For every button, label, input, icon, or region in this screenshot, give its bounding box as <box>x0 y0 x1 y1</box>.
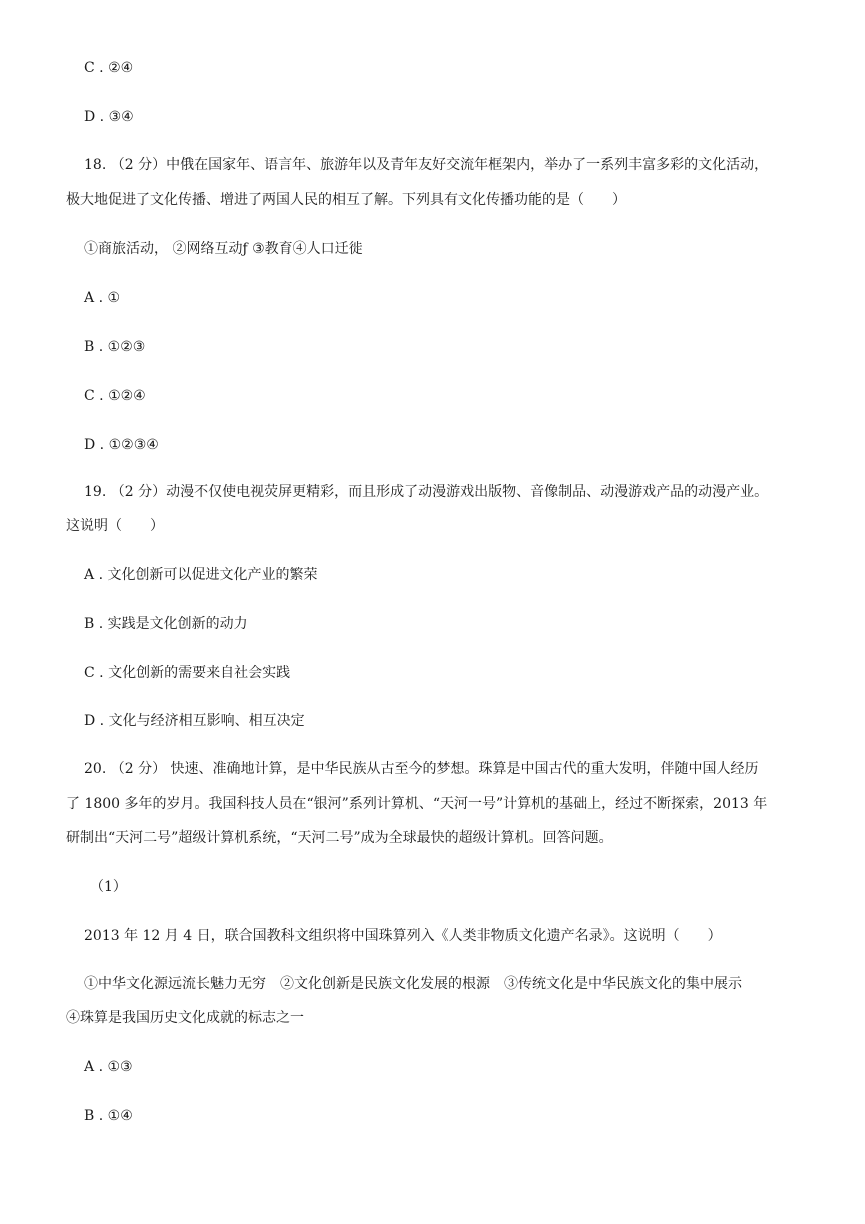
option-text: 文化创新的需要来自社会实践 <box>108 665 291 681</box>
option-d: D . ③④ <box>84 109 134 125</box>
q18-statements: ①商旅活动， ②网络互动ƒ ③教育④人口迁徙 <box>84 241 363 257</box>
q18-option-b: B . ①②③ <box>84 339 146 355</box>
option-text: ① <box>107 290 121 306</box>
option-text: ①②④ <box>108 388 146 404</box>
option-text: ①④ <box>107 1108 133 1124</box>
q20-stem-line1: 20. （2 分） 快速、准确地计算，是中华民族从古至今的梦想。珠算是中国古代的重大发明，伴随中国人经历 <box>84 761 759 777</box>
q20-sub1-statements-line2: ④珠算是我国历史文化成就的标志之一 <box>66 1010 304 1026</box>
q18-option-a: A . ① <box>84 290 121 306</box>
option-label: C <box>84 60 95 76</box>
q19-stem-line1: 19. （2 分）动漫不仅使电视荧屏更精彩，而且形成了动漫游戏出版物、音像制品、动漫游戏产品的动漫产业。 <box>84 484 769 500</box>
option-label: C <box>84 665 95 681</box>
q20-sub1-number: （1） <box>90 879 127 895</box>
q19-stem-line2: 这说明（ ） <box>66 518 164 534</box>
option-label: B <box>84 1108 95 1124</box>
option-text: ②④ <box>108 60 134 76</box>
option-label: A <box>84 1059 95 1075</box>
option-label: D <box>84 109 96 125</box>
q20-sub1-statements-line1: ①中华文化源远流长魅力无穷 ②文化创新是民族文化发展的根源 ③传统文化是中华民族文化的集中展示 <box>84 976 742 992</box>
option-text: 实践是文化创新的动力 <box>107 616 248 632</box>
q18-stem-line1: 18. （2 分）中俄在国家年、语言年、旅游年以及青年友好交流年框架内，举办了一系列丰富多彩的文化活动， <box>84 157 769 173</box>
q19-option-a: A . 文化创新可以促进文化产业的繁荣 <box>84 567 318 583</box>
q20-option-b: B . ①④ <box>84 1108 133 1124</box>
q18-stem-line2: 极大地促进了文化传播、增进了两国人民的相互了解。下列具有文化传播功能的是（ ） <box>66 192 626 208</box>
q20-sub1-stem: 2013 年 12 月 4 日，联合国教科文组织将中国珠算列入《人类非物质文化遗产名录》。这说明（ ） <box>84 928 722 944</box>
q18-option-c: C . ①②④ <box>84 388 146 404</box>
option-text: 文化创新可以促进文化产业的繁荣 <box>107 567 318 583</box>
option-label: C <box>84 388 95 404</box>
q20-stem-line2: 了 1800 多年的岁月。我国科技人员在“银河”系列计算机、“天河一号”计算机的基础上，经过不断探索，2013 年 <box>66 796 768 812</box>
q20-option-a: A . ①③ <box>84 1059 133 1075</box>
option-text: ①②③④ <box>108 437 159 453</box>
option-label: A <box>84 567 95 583</box>
option-text: ①②③ <box>107 339 146 355</box>
q19-option-d: D . 文化与经济相互影响、相互决定 <box>84 713 305 729</box>
q19-option-b: B . 实践是文化创新的动力 <box>84 616 248 632</box>
option-text: ①③ <box>107 1059 133 1075</box>
option-label: D <box>84 437 96 453</box>
option-text: ③④ <box>108 109 134 125</box>
q20-stem-line3: 研制出“天河二号”超级计算机系统，“天河二号”成为全球最快的超级计算机。回答问题。 <box>66 830 613 846</box>
option-label: B <box>84 339 95 355</box>
option-label: D <box>84 713 96 729</box>
q18-option-d: D . ①②③④ <box>84 437 159 453</box>
option-c: C . ②④ <box>84 60 134 76</box>
q19-option-c: C . 文化创新的需要来自社会实践 <box>84 665 291 681</box>
option-label: A <box>84 290 95 306</box>
option-label: B <box>84 616 95 632</box>
option-text: 文化与经济相互影响、相互决定 <box>108 713 305 729</box>
